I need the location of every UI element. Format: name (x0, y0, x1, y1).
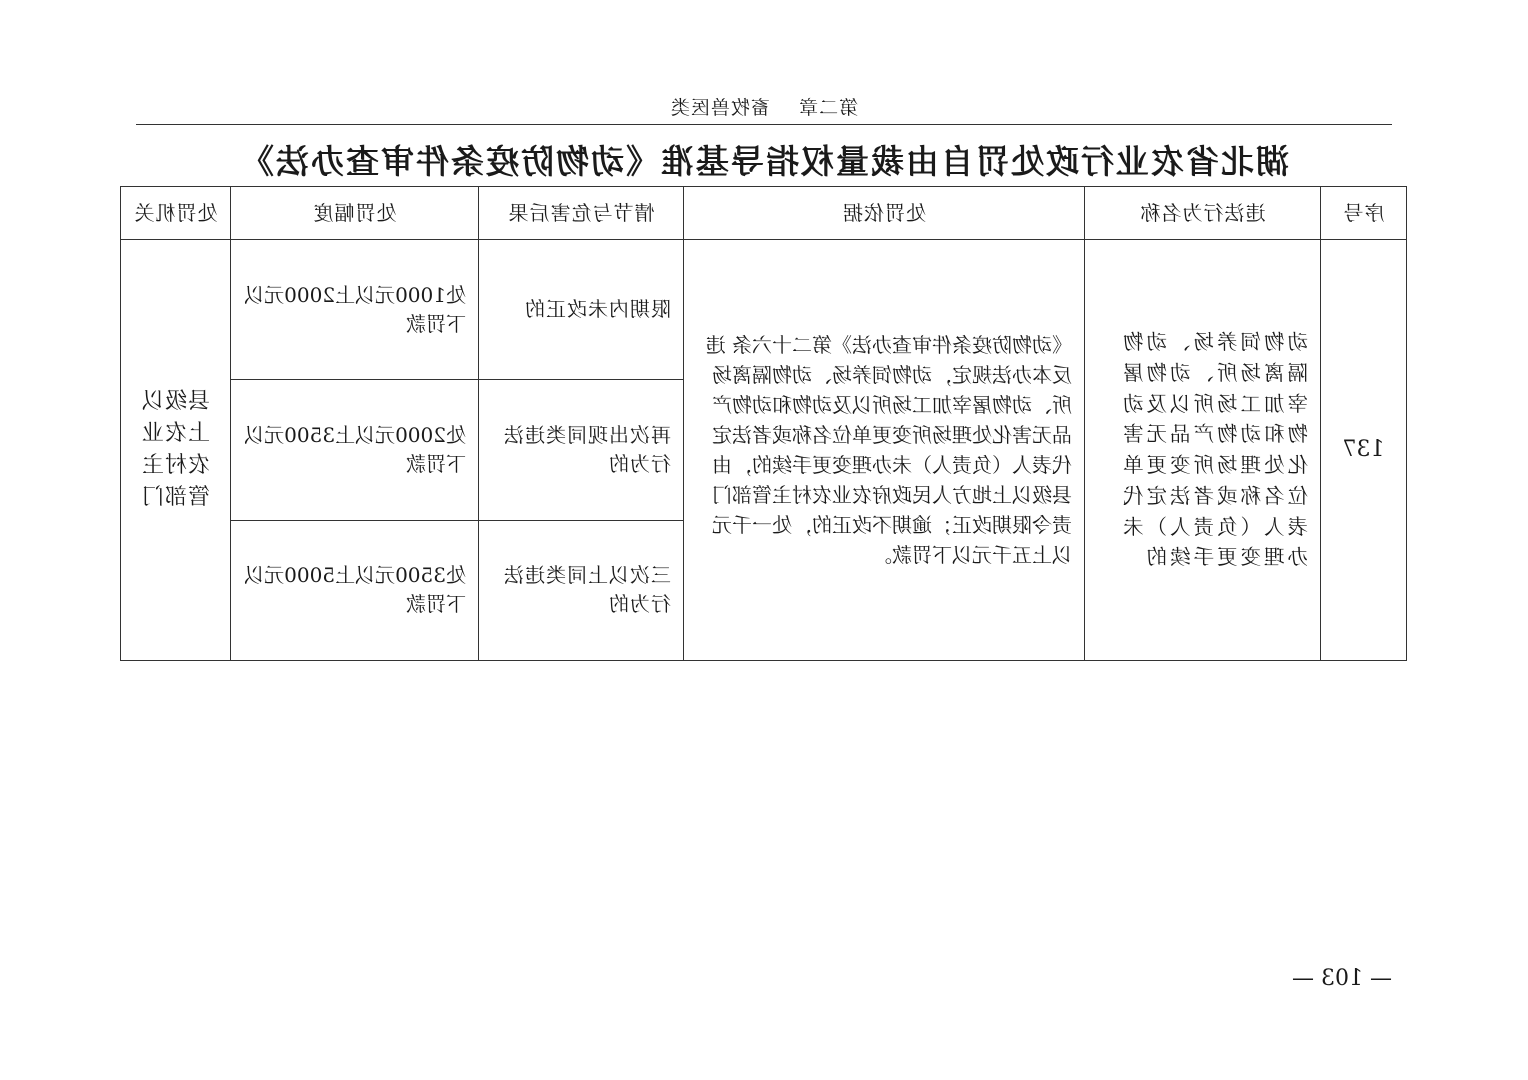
column-header-violation: 违法行为名称 (1085, 187, 1321, 240)
violation-name: 动物饲养场、动物隔离场所、动物屠宰加工场所以及动物和动物产品无害化处理场所变更单位名称或者法定代表人（负责人）未办理变更手续的 (1085, 240, 1321, 661)
table-row (121, 240, 1407, 380)
table-header-row (121, 187, 1407, 240)
column-header-basis: 处罚依据 (684, 187, 1085, 240)
penalty-range-cell: 处1000元以上2000元以下罚款 (231, 240, 479, 380)
record-number: 137 (1321, 240, 1407, 661)
column-header-penalty-range: 处罚幅度 (231, 187, 479, 240)
circumstance-cell: 限期内未改正的 (479, 240, 684, 380)
circumstance-cell: 三次以上同类违法行为的 (479, 520, 684, 660)
header-rule (136, 124, 1392, 125)
penalty-basis: 《动物防疫条件审查办法》第二十六条 违反本办法规定，动物饲养场、动物隔离场所、动物屠宰加工场所以及动物和动物产品无害化处理场所变更单位名称或者法定代表人（负责人）未办理变更手续的，由县级以上地方人民政府农业农村主管部门责令限期改正；逾期不改正的，处一千元以上五千元以下罚款。 (684, 240, 1085, 661)
penalty-range-cell: 处3500元以上5000元以下罚款 (231, 520, 479, 660)
penalty-table (120, 186, 1407, 661)
column-header-circumstance: 情节与危害后果 (479, 187, 684, 240)
column-header-number: 序号 (1321, 187, 1407, 240)
circumstance-cell: 再次出现同类违法行为的 (479, 380, 684, 520)
page-number: — 103 — (1292, 966, 1392, 991)
penalty-range-cell: 处2000元以上3500元以下罚款 (231, 380, 479, 520)
chapter-header: 第二章 畜牧兽医类 (669, 97, 859, 119)
column-header-authority: 处罚机关 (121, 187, 231, 240)
document-title: 湖北省农业行政处罚自由裁量权指导基准《动物防疫条件审查办法》 (239, 142, 1289, 181)
penalty-authority: 县级以上农业农村主管部门 (121, 240, 231, 661)
